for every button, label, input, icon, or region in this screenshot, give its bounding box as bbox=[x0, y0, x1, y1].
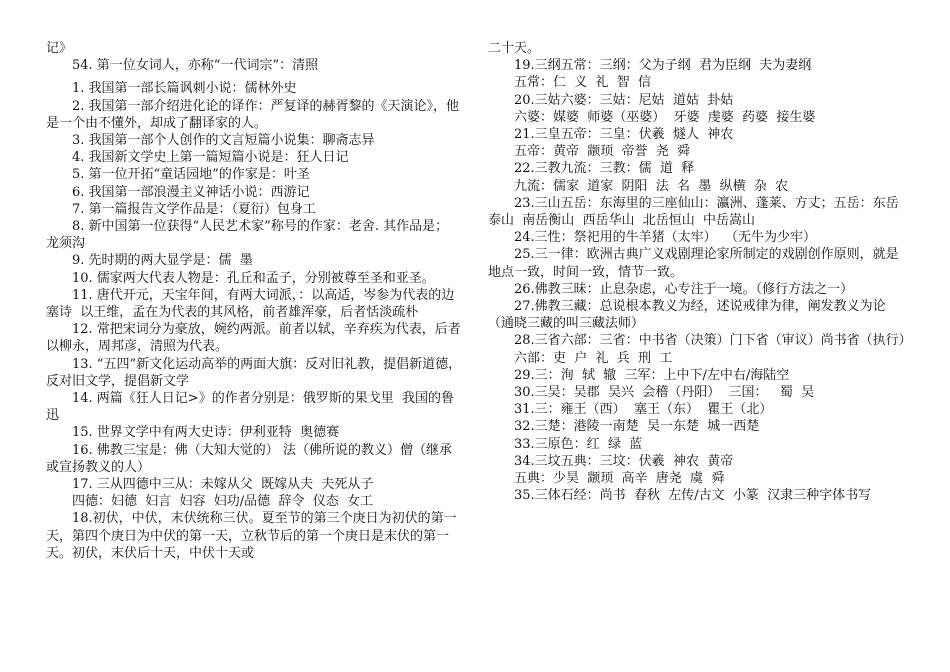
text-line: 7. 第一篇报告文学作品是：（夏衍）包身工 bbox=[46, 201, 317, 217]
text-line: 54. 第一位女词人，亦称“一代词宗”：清照 bbox=[46, 58, 319, 74]
text-line: 21.三皇五帝：三皇：伏羲 燧人 神农 bbox=[488, 127, 734, 143]
text-line: 1. 我国第一部长篇讽刺小说：儒林外史 bbox=[46, 81, 297, 97]
text-line: 31.三：雍王（西） 塞王（东） 瞿王（北） bbox=[488, 402, 773, 418]
text-line: 28.三省六部：三省：中书省（决策）门下省（审议）尚书省（执行） bbox=[488, 333, 912, 349]
right-text-column bbox=[488, 40, 912, 504]
text-line: 2. 我国第一部介绍进化论的译作：严复译的赫胥黎的《天演论》，他是一个由不懂外，却成了翻译家的人。 bbox=[46, 98, 460, 131]
text-line: 13. “五四”新文化运动高举的两面大旗：反对旧礼教，提倡新道德，反对旧文学，提倡新文学 bbox=[46, 356, 462, 389]
text-line: 六婆：媒婆 师婆（巫婆） 牙婆 虔婆 药婆 接生婆 bbox=[488, 109, 816, 125]
text-line: 8. 新中国第一位获得“人民艺术家”称号的作家：老舍. 其作品是； 龙须沟 bbox=[46, 219, 457, 252]
left-text-column bbox=[46, 40, 464, 562]
text-line: 17. 三从四德中三从：未嫁从父 既嫁从夫 夫死从子 bbox=[46, 477, 374, 493]
text-line: 16. 佛教三宝是：佛（大知大觉的） 法（佛所说的教义）僧（继承或宣扬教义的人） bbox=[46, 442, 452, 475]
text-line: 32.三楚：港陵一南楚 吴一东楚 城一西楚 bbox=[488, 419, 760, 435]
text-line: 34.三坟五典：三坟：伏羲 神农 黄帝 bbox=[488, 453, 734, 469]
text-line: 14. 两篇《狂人日记>》的作者分别是：俄罗斯的果戈里 我国的鲁迅 bbox=[46, 391, 454, 424]
text-line: 12. 常把宋词分为豪放，婉约两派。前者以轼，辛弃疾为代表，后者以柳永，周邦彦，清照为代表。 bbox=[46, 322, 461, 355]
text-line: 26.佛教三昧：止息杂虑，心专注于一境。（修行方法之一） bbox=[488, 281, 854, 297]
text-line: 五帝：黄帝 颛顼 帝誉 尧 舜 bbox=[488, 144, 691, 160]
text-line: 23.三山五岳：东海里的三座仙山：瀛洲、蓬莱、方丈；五岳：东岳泰山 南岳衡山 西岳华山 北岳恒山 中岳嵩山 bbox=[488, 195, 899, 229]
text-line: 27.佛教三藏：总说根本教义为经，述说戒律为律，阐发教义为论（通晓三藏的叫三藏法师） bbox=[488, 299, 886, 332]
text-line: 29.三：洵 轼 辙 三军：上中下/左中右/海陆空 bbox=[488, 367, 790, 383]
text-line: 33.三原色：红 绿 蓝 bbox=[488, 436, 643, 452]
text-line: 九流：儒家 道家 阴阳 法 名 墨 纵横 杂 农 bbox=[488, 178, 789, 194]
text-line: 22.三教九流：三教：儒 道 释 bbox=[488, 161, 695, 177]
text-line: 35.三体石经：尚书 春秋 左传/古文 小篆 汉隶三种字体书写 bbox=[488, 488, 872, 504]
text-line: 6. 我国第一部浪漫主义神话小说：西游记 bbox=[46, 184, 310, 200]
text-line: 25.三一律：欧洲古典广义戏剧理论家所制定的戏剧创作原则，就是地点一致，时间一致，情节一致。 bbox=[488, 247, 899, 280]
text-line: 五典：少昊 颛顼 高辛 唐尧 虞 舜 bbox=[488, 471, 725, 487]
text-line: 19.三纲五常：三纲：父为子纲 君为臣纲 夫为妻纲 bbox=[488, 58, 812, 74]
text-line: 二十天。 bbox=[488, 41, 541, 56]
text-line: 9. 先时期的两大显学是：儒 墨 bbox=[46, 253, 253, 269]
text-line: 记》 bbox=[46, 41, 73, 56]
text-line: 五常：仁 义 礼 智 信 bbox=[488, 75, 652, 91]
text-line: 20.三姑六婆：三姑：尼姑 道姑 卦姑 bbox=[488, 92, 734, 108]
text-line: 5. 第一位开拓“童话园地”的作家是：叶圣 bbox=[46, 167, 310, 183]
text-line: 15. 世界文学中有两大史诗：伊利亚特 奥德赛 bbox=[46, 425, 340, 441]
text-line: 四德：妇德 妇言 妇容 妇功/品德 辞令 仪态 女工 bbox=[46, 494, 373, 510]
text-line: 24.三性：祭祀用的牛羊猪（太牢） （无牛为少牢） bbox=[488, 230, 816, 246]
text-line: 11. 唐代开元，天宝年间，有两大词派，：以高适，岑参为代表的边塞诗 以王维，孟在为代表的其风格，前者雄浑豪，后者恬淡疏朴 bbox=[46, 287, 455, 321]
text-line: 18.初伏，中伏，末伏统称三伏。夏至节的第三个庚日为初伏的第一天，第四个庚日为中伏的第一天，立秋节后的第一个庚日是末伏的第一天。初伏，末伏后十天，中伏十天或 bbox=[46, 511, 457, 561]
text-line: 30.三吴：吴郡 吴兴 会稽（丹阳） 三国： 蜀 吴 bbox=[488, 385, 815, 401]
text-line: 10. 儒家两大代表人物是：孔丘和孟子，分别被尊至圣和亚圣。 bbox=[46, 270, 435, 286]
text-line: 六部：吏 户 礼 兵 刑 工 bbox=[488, 350, 673, 366]
text-line: 4. 我国新文学史上第一篇短篇小说是：狂人日记 bbox=[46, 150, 349, 166]
text-line: 3. 我国第一部个人创作的文言短篇小说集：聊斋志异 bbox=[46, 133, 375, 149]
